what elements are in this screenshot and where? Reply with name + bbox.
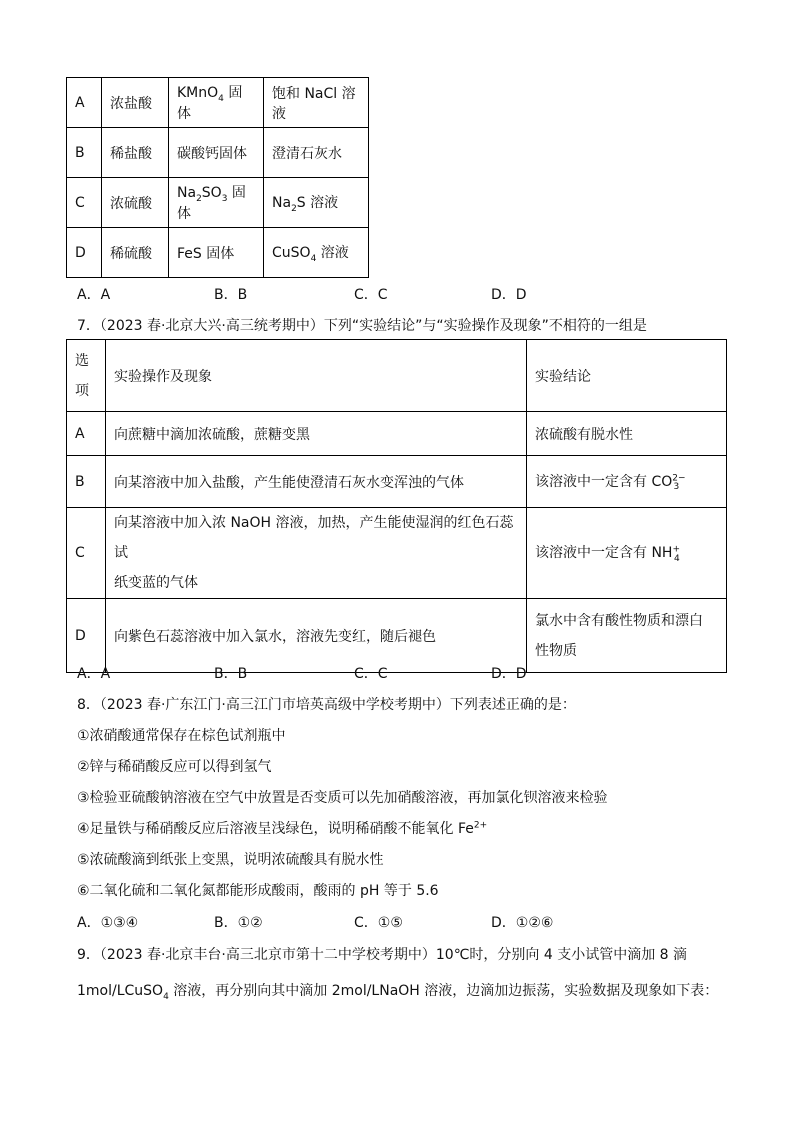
operation-cell: 向某溶液中加入盐酸，产生能使澄清石灰水变浑浊的气体 <box>106 456 527 508</box>
option-a[interactable]: A．A <box>77 287 111 303</box>
option-cell: D <box>67 599 106 673</box>
operation-cell: 向紫色石蕊溶液中加入氯水，溶液先变红，随后褪色 <box>106 599 527 673</box>
operation-cell: 向某溶液中加入浓 NaOH 溶液，加热，产生能使湿润的红色石蕊试 纸变蓝的气体 <box>106 508 527 599</box>
option-cell: B <box>67 128 102 178</box>
reagent-cell: KMnO$_4$ 固体 <box>169 78 264 128</box>
q7-stem: 7．（2023 春·北京大兴·高三统考期中）下列“实验结论”与“实验操作及现象”不相符的一组是 <box>77 318 647 334</box>
option-d[interactable]: D．D <box>491 666 527 682</box>
option-cell: B <box>67 456 106 508</box>
option-a[interactable]: A．①③④ <box>77 915 139 931</box>
option-cell: D <box>67 228 102 278</box>
operation-cell: 向蔗糖中滴加浓硫酸，蔗糖变黑 <box>106 412 527 456</box>
q8-item-2: ②锌与稀硝酸反应可以得到氢气 <box>77 759 272 775</box>
q8-item-4: ④足量铁与稀硝酸反应后溶液呈浅绿色，说明稀硝酸不能氧化 $Fe^{2+}$ <box>77 820 488 837</box>
q8-item-5: ⑤浓硫酸滴到纸张上变黑，说明浓硫酸具有脱水性 <box>77 852 384 868</box>
option-b[interactable]: B．①② <box>214 915 263 931</box>
conclusion-cell: 该溶液中一定含有 $NH^+_4$ <box>527 508 727 599</box>
reagent-cell: $Na_2SO_3$ 固体 <box>169 178 264 228</box>
option-c[interactable]: C．C <box>354 287 388 303</box>
reagent-cell: 饱和 NaCl 溶液 <box>264 78 369 128</box>
reagent-cell: 稀硫酸 <box>102 228 169 278</box>
option-d[interactable]: D．①②⑥ <box>491 915 554 931</box>
option-c[interactable]: C．C <box>354 666 388 682</box>
option-cell: C <box>67 178 102 228</box>
q9-stem-line2: 1mol/LCuSO$_4$ 溶液，再分别向其中滴加 2mol/LNaOH 溶液，边滴加边振荡，实验数据及现象如下表： <box>77 983 719 1002</box>
table-row <box>67 128 369 178</box>
q8-stem: 8．（2023 春·广东江门·高三江门市培英高级中学校考期中）下列表述正确的是： <box>77 697 576 713</box>
reagent-table <box>66 77 369 278</box>
conclusion-cell: 氯水中含有酸性物质和漂白 性物质 <box>527 599 727 673</box>
table-row <box>67 508 727 599</box>
header-operation-cell: 实验操作及现象 <box>106 340 527 412</box>
q8-item-1: ①浓硝酸通常保存在棕色试剂瓶中 <box>77 728 286 744</box>
conclusion-cell: 浓硫酸有脱水性 <box>527 412 727 456</box>
option-b[interactable]: B．B <box>214 666 248 682</box>
q8-item-3: ③检验亚硫酸钠溶液在空气中放置是否变质可以先加硝酸溶液，再加氯化钡溶液来检验 <box>77 790 608 806</box>
table-row <box>67 412 727 456</box>
reagent-cell: 浓硫酸 <box>102 178 169 228</box>
option-b[interactable]: B．B <box>214 287 248 303</box>
option-a[interactable]: A．A <box>77 666 111 682</box>
option-d[interactable]: D．D <box>491 287 527 303</box>
reagent-cell: 澄清石灰水 <box>264 128 369 178</box>
reagent-cell: 稀盐酸 <box>102 128 169 178</box>
reagent-cell: CuSO$_4$ 溶液 <box>264 228 369 278</box>
conclusion-cell: 该溶液中一定含有 $CO^{2-}_3$ <box>527 456 727 508</box>
option-cell: A <box>67 412 106 456</box>
table-row <box>67 78 369 128</box>
table-row <box>67 599 727 673</box>
header-option-cell: 选 项 <box>67 340 106 412</box>
header-conclusion-cell: 实验结论 <box>527 340 727 412</box>
reagent-cell: $Na_2S$ 溶液 <box>264 178 369 228</box>
table-row <box>67 228 369 278</box>
q9-stem-line1: 9．（2023 春·北京丰台·高三北京市第十二中学校考期中）10℃时，分别向 4 支小试管中滴加 8 滴 <box>77 947 688 963</box>
table-row <box>67 178 369 228</box>
option-cell: C <box>67 508 106 599</box>
option-c[interactable]: C．①⑤ <box>354 915 403 931</box>
reagent-cell: 浓盐酸 <box>102 78 169 128</box>
experiment-table <box>66 339 727 673</box>
table-header-row <box>67 340 727 412</box>
reagent-cell: 碳酸钙固体 <box>169 128 264 178</box>
q8-item-6: ⑥二氧化硫和二氧化氮都能形成酸雨，酸雨的 pH 等于 5.6 <box>77 883 439 899</box>
option-cell: A <box>67 78 102 128</box>
table-row <box>67 456 727 508</box>
reagent-cell: FeS 固体 <box>169 228 264 278</box>
